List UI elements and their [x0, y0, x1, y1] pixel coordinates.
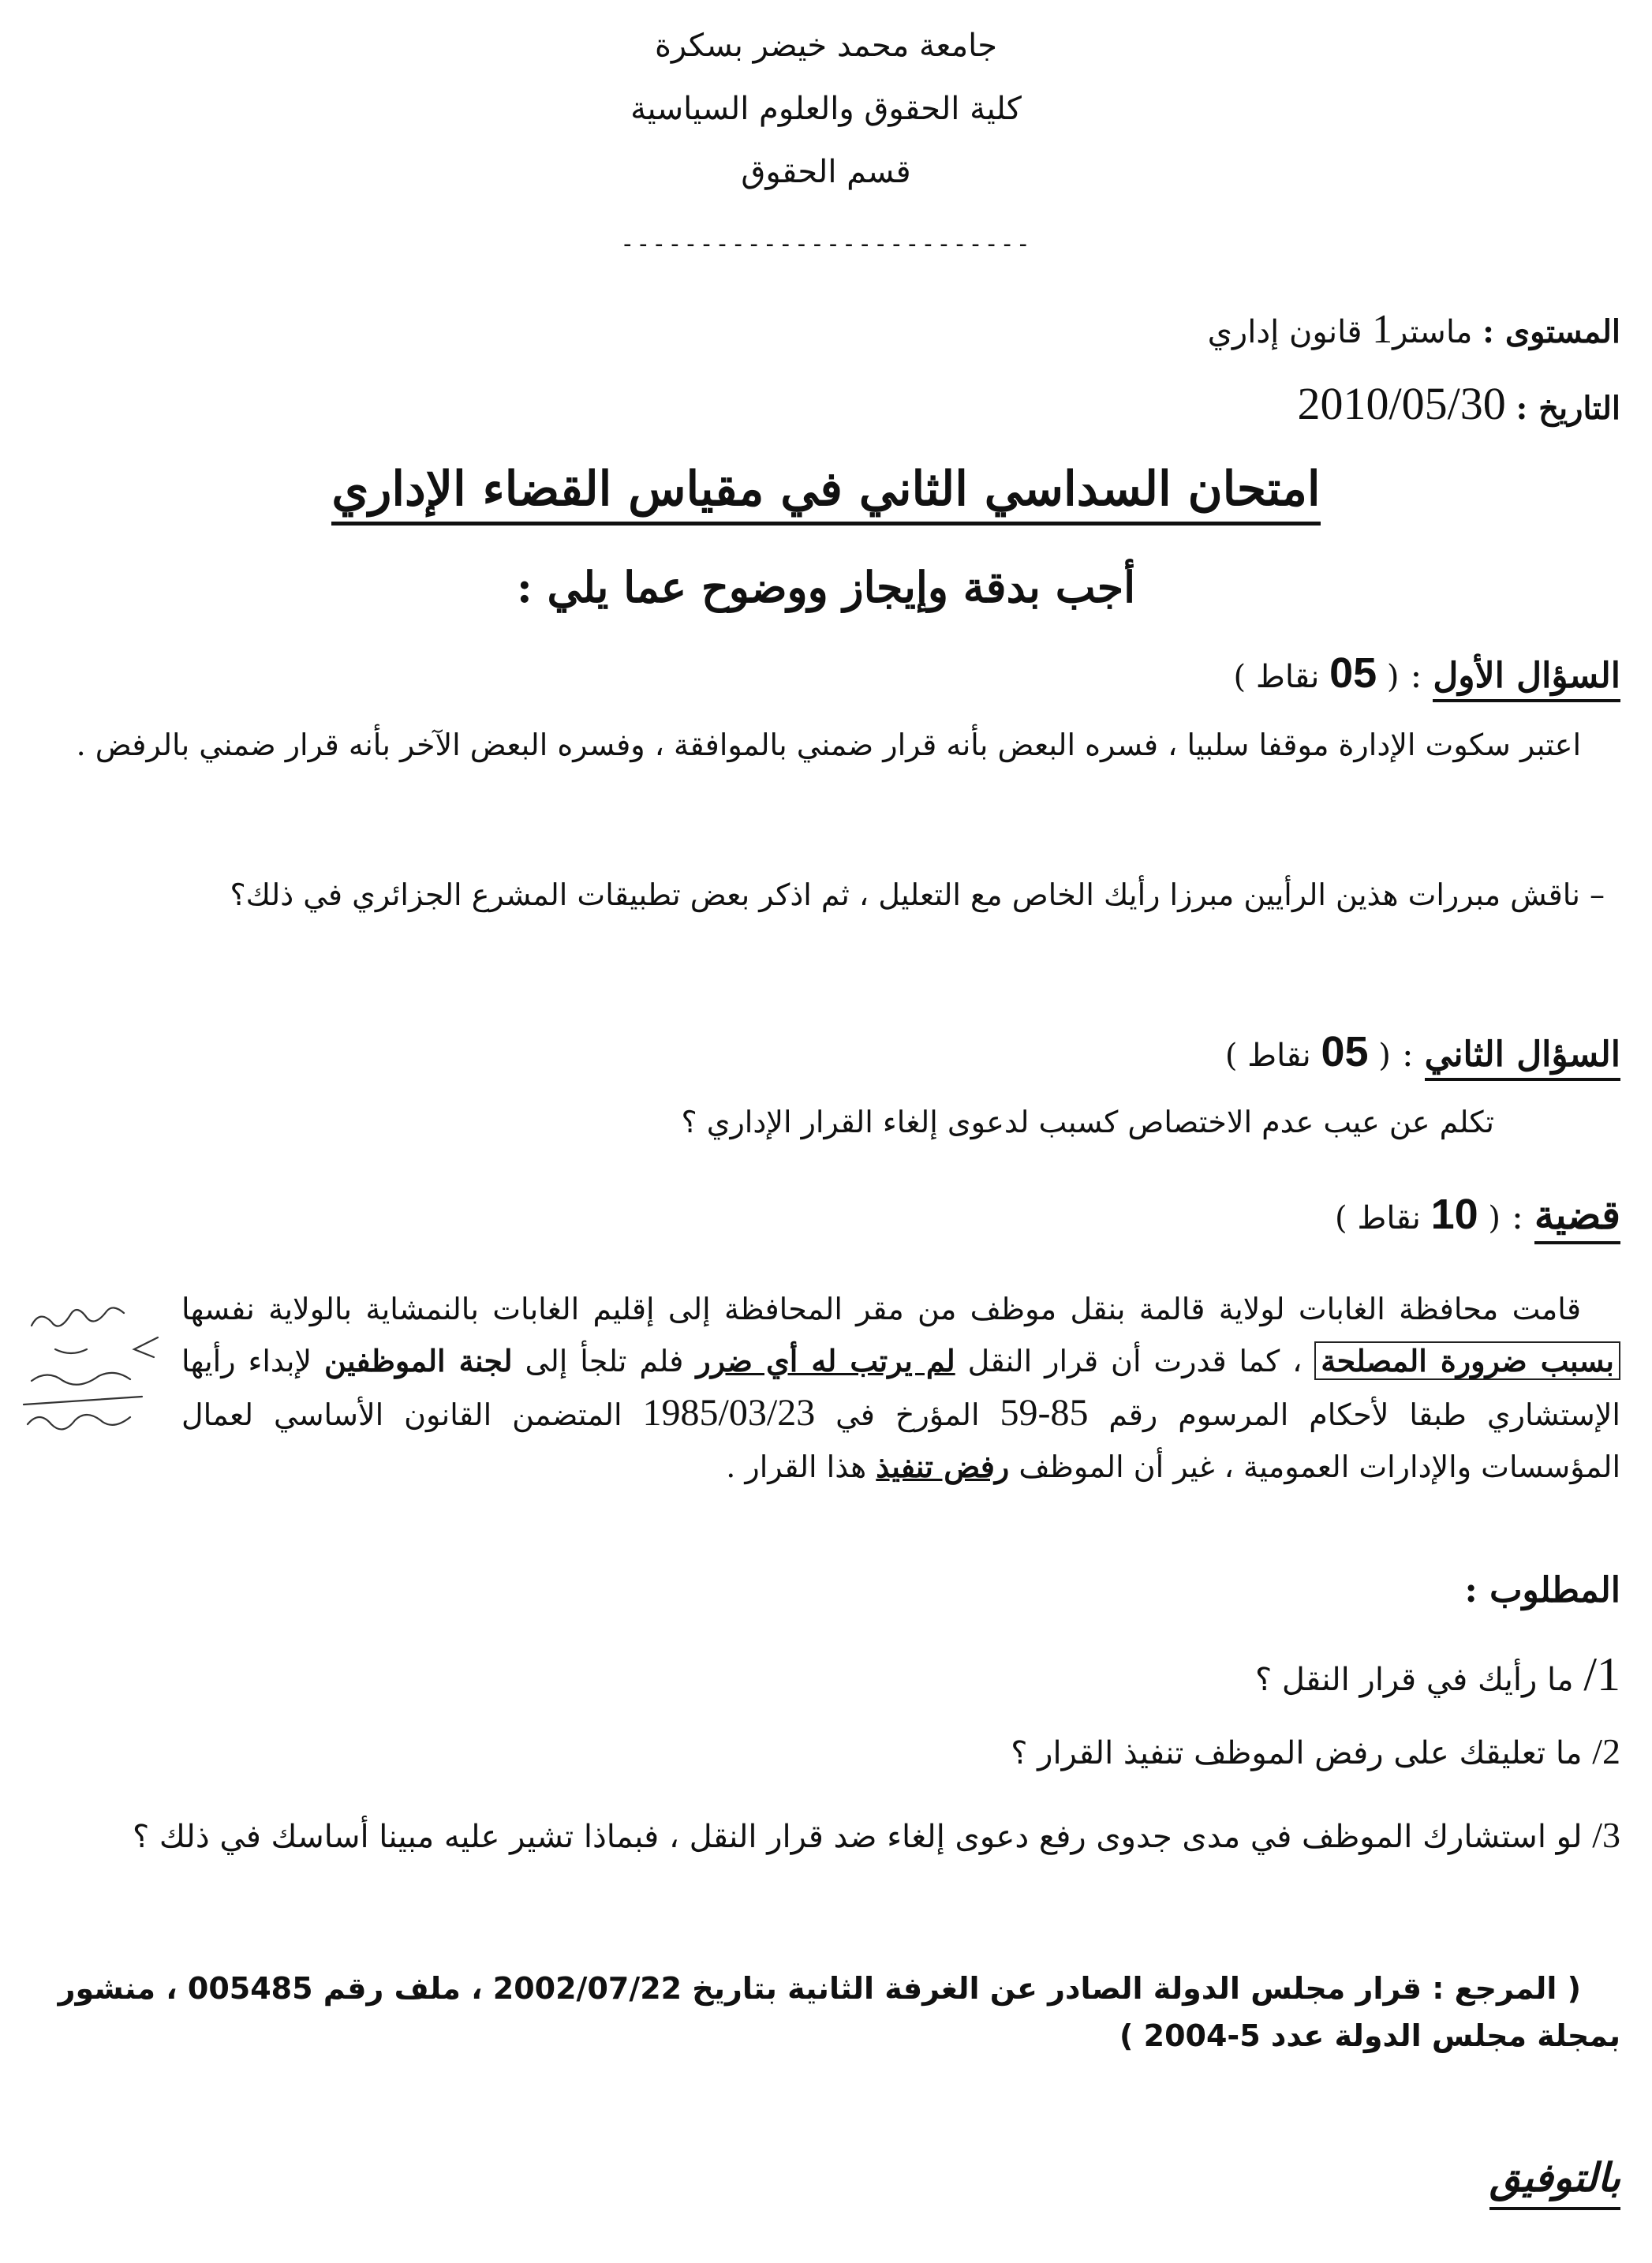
required-item-1-number: 1/ [1583, 1648, 1620, 1700]
level-post: قانون إداري [1207, 314, 1362, 350]
faculty-name: كلية الحقوق والعلوم السياسية [630, 91, 1022, 127]
q2-points-word: نقاط ) [1224, 1038, 1321, 1074]
q1-colon: : [1399, 656, 1433, 696]
case-text-part3: ، كما قدرت أن قرار النقل [955, 1344, 1315, 1378]
required-label: المطلوب : [1464, 1570, 1620, 1610]
case-text-part5: فلم تلجأ إلى [512, 1344, 697, 1378]
case-points-num: 10 [1430, 1191, 1478, 1238]
margin-scribble-3 [32, 1373, 130, 1385]
q2-heading [32, 1027, 1620, 1076]
level-label: المستوى : [1482, 313, 1620, 350]
margin-scribble-2 [55, 1349, 87, 1353]
exam-title-text: امتحان السداسي الثاني في مقياس القضاء الإداري [331, 462, 1320, 526]
case-decree-date: 1985/03/23 [642, 1392, 816, 1434]
q2-points [1224, 1028, 1391, 1075]
q2-colon: : [1390, 1034, 1425, 1075]
case-points-word: نقاط ) [1335, 1200, 1431, 1236]
case-text-staff-committee: لجنة الموظفين [324, 1343, 513, 1378]
q2-points-open: ( [1368, 1038, 1391, 1074]
q1-points-num: 05 [1329, 649, 1377, 697]
date-value: 2010/05/30 [1297, 378, 1506, 429]
level-line [32, 306, 1620, 353]
case-heading [32, 1190, 1620, 1239]
required-item-3-text: لو استشارك الموظف في مدى جدوى رفع دعوى إلغاء ضد قرار النقل ، فبماذا تشير عليه مبينا أساسك في ذلك ؟ [132, 1819, 1593, 1855]
case-points [1335, 1191, 1501, 1238]
q1-points-open: ( [1377, 659, 1400, 695]
q1-points [1233, 649, 1400, 697]
case-decree-number: 85-59 [1000, 1392, 1089, 1434]
case-text [181, 1283, 1620, 1493]
handwritten-margin-notes [0, 1294, 166, 1476]
case-label: قضية [1534, 1191, 1620, 1244]
exam-instruction: أجب بدقة وإيجاز ووضوح عما يلي : [516, 562, 1136, 612]
margin-scribble-4 [24, 1397, 142, 1405]
closing-wish-text: بالتوفيق [1489, 2154, 1620, 2210]
exam-title [32, 462, 1620, 517]
header-separator: -------------------------- [620, 230, 1032, 258]
required-item-2-number: 2/ [1592, 1731, 1620, 1771]
required-item-2 [32, 1728, 1620, 1777]
case-colon: : [1501, 1197, 1534, 1237]
required-item-3 [32, 1807, 1620, 1865]
q1-points-word: نقاط ) [1233, 659, 1330, 695]
level-pre: ماستر [1392, 314, 1473, 350]
required-item-1 [32, 1648, 1620, 1704]
university-name: جامعة محمد خيضر بسكرة [654, 28, 998, 64]
closing-wish [32, 2154, 1620, 2201]
case-text-part1: قامت محافظة الغابات لولاية قالمة بنقل موظف من مقر المحافظة إلى إقليم الغابات بالنمشاية بالولاية نفسها [181, 1292, 1581, 1326]
case-text-refused-execution: رفض تنفيذ [876, 1449, 1010, 1484]
q1-label: السؤال الأول [1433, 656, 1620, 702]
case-text-part8: المؤرخ في [815, 1397, 1000, 1432]
date-line [32, 377, 1620, 430]
q1-task: – ناقش مبررات هذين الرأيين مبرزا رأيك الخاص مع التعليل ، ثم اذكر بعض تطبيقات المشرع الجزائري في ذلك؟ [230, 877, 1605, 912]
reference-note: ( المرجع : قرار مجلس الدولة الصادر عن الغرفة الثانية بتاريخ 2002/07/22 ، ملف رقم 005485 ، منشور بمجلة مجلس الدولة عدد 5-2004 ) [58, 1971, 1620, 2053]
department-name: قسم الحقوق [741, 154, 911, 190]
q2-points-num: 05 [1321, 1028, 1369, 1075]
margin-scribble-1 [32, 1307, 124, 1326]
required-item-3-number: 3/ [1592, 1815, 1620, 1855]
level-number: 1 [1372, 307, 1393, 352]
date-label: التاريخ : [1516, 390, 1620, 427]
q2-label: السؤال الثاني [1425, 1034, 1620, 1081]
required-item-2-text: ما تعليقك على رفض الموظف تنفيذ القرار ؟ [1011, 1735, 1593, 1771]
q1-text: اعتبر سكوت الإدارة موقفا سلبيا ، فسره البعض بأنه قرار ضمني بالموافقة ، وفسره البعض الآخر بأنه قرار ضمني بالرفض . [76, 728, 1581, 762]
q2-text: تكلم عن عيب عدم الاختصاص كسبب لدعوى إلغاء القرار الإداري ؟ [681, 1105, 1494, 1139]
case-text-no-harm: لم يرتب له أي ضرر [696, 1343, 955, 1378]
case-text-part11: هذا القرار . [726, 1449, 876, 1484]
margin-arrow [134, 1337, 158, 1357]
margin-scribble-5 [28, 1415, 130, 1429]
case-text-service-necessity: بسبب ضرورة المصلحة [1314, 1341, 1620, 1380]
case-points-open: ( [1478, 1200, 1501, 1236]
case-text-part9: المتضمن القانون الأساسي لعمال المؤسسات والإدارات العمومية ، غير أن الموظف [181, 1397, 1620, 1484]
required-item-1-text: ما رأيك في قرار النقل ؟ [1254, 1662, 1584, 1698]
case-text-part7: لإبداء رأيها الإستشاري طبقا لأحكام المرسوم رقم [181, 1344, 1620, 1432]
q1-heading [32, 649, 1620, 698]
